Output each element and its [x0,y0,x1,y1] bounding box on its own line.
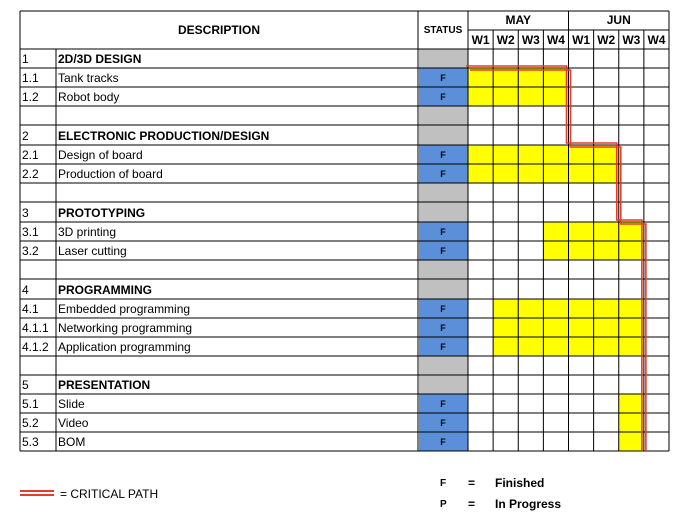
task-name: Embedded programming [58,302,191,316]
gantt-bar-cell [543,299,568,318]
gantt-bar-cell [543,87,568,106]
status-value: F [440,304,446,314]
status-value: F [440,73,446,83]
section-title: PROTOTYPING [58,206,146,220]
gantt-bar-cell [619,337,644,356]
status-header: STATUS [423,25,463,36]
week-header: W1 [471,33,490,47]
row-number: 3.2 [22,244,39,258]
month-header: MAY [505,13,532,27]
gantt-bar-cell [619,432,644,451]
status-cell-empty [419,260,468,279]
section-title: PROGRAMMING [58,283,152,297]
task-name: Laser cutting [58,244,127,258]
gantt-bar-cell [493,337,518,356]
gantt-bar-cell [543,145,568,164]
status-value: F [440,399,446,409]
week-header: W2 [597,33,616,47]
status-value: F [440,418,446,428]
status-value: F [440,92,446,102]
gantt-bar-cell [569,145,594,164]
gantt-bar-cell [518,337,543,356]
status-value: F [440,437,446,447]
gantt-bar-cell [594,318,619,337]
status-key-code: P [440,499,447,510]
gantt-bar-cell [619,241,644,260]
row-number: 5.2 [22,416,39,430]
week-header: W4 [647,33,666,47]
status-cell-empty [419,356,468,375]
gantt-bar-cell [518,145,543,164]
gantt-bar-cell [594,337,619,356]
gantt-bar-cell [543,164,568,183]
row-number: 1 [22,52,29,66]
gantt-bar-cell [619,222,644,241]
status-cell-empty [419,106,468,125]
task-name: Robot body [58,90,120,104]
status-key-code: F [440,478,447,489]
week-header: W2 [496,33,515,47]
gantt-bar-cell [543,222,568,241]
gantt-bar-cell [543,68,568,87]
gantt-bar-cell [594,222,619,241]
gantt-bar-cell [594,145,619,164]
row-number: 1.2 [22,90,39,104]
status-key-meaning: In Progress [495,497,562,511]
status-key-equals: = [468,497,476,511]
row-number: 2.1 [22,148,39,162]
gantt-bar-cell [518,87,543,106]
task-name: 3D printing [58,225,117,239]
gantt-bar-cell [569,164,594,183]
task-name: Application programming [58,340,191,354]
gantt-bar-cell [619,318,644,337]
row-number: 5 [22,378,29,392]
gantt-bar-cell [493,68,518,87]
gantt-bar-cell [468,145,493,164]
gantt-bar-cell [493,164,518,183]
row-number: 5.1 [22,397,39,411]
status-cell-empty [419,183,468,202]
row-number: 4.1.1 [22,321,49,335]
section-title: ELECTRONIC PRODUCTION/DESIGN [58,129,270,143]
row-number: 2.2 [22,167,39,181]
task-name: Production of board [58,167,163,181]
gantt-bar-cell [468,164,493,183]
gantt-bar-cell [594,241,619,260]
status-value: F [440,323,446,333]
month-header: JUN [606,13,631,27]
gantt-bar-cell [594,164,619,183]
status-value: F [440,342,446,352]
status-value: F [440,169,446,179]
task-name: Networking programming [58,321,193,335]
gantt-bar-cell [468,68,493,87]
gantt-bar-cell [569,222,594,241]
critical-path-legend-label: = CRITICAL PATH [60,487,159,501]
week-header: W1 [572,33,591,47]
status-key-equals: = [468,476,476,490]
task-name: Slide [58,397,85,411]
gantt-bar-cell [468,87,493,106]
task-name: Video [58,416,89,430]
gantt-bar-cell [569,299,594,318]
gantt-bar-cell [518,164,543,183]
description-header: DESCRIPTION [177,23,261,37]
gantt-bar-cell [493,318,518,337]
status-cell-empty [419,375,468,394]
gantt-bar-cell [493,299,518,318]
status-cell-empty [419,125,468,145]
week-header: W3 [622,33,641,47]
task-name: BOM [58,435,86,449]
status-key-meaning: Finished [495,476,545,490]
gantt-bar-cell [569,241,594,260]
gantt-bar-cell [543,318,568,337]
gantt-bar-cell [569,318,594,337]
gantt-bar-cell [594,299,619,318]
status-value: F [440,246,446,256]
task-name: Design of board [58,148,143,162]
gantt-bar-cell [619,394,644,413]
gantt-bar-cell [543,241,568,260]
section-title: 2D/3D DESIGN [58,52,142,66]
row-number: 5.3 [22,435,39,449]
gantt-bar-cell [569,337,594,356]
row-number: 4 [22,283,29,297]
row-number: 3 [22,206,29,220]
row-number: 2 [22,129,29,143]
gantt-bar-cell [619,299,644,318]
week-header: W3 [521,33,540,47]
status-cell-empty [419,49,468,68]
gantt-bar-cell [619,413,644,432]
gantt-bar-cell [543,337,568,356]
row-number: 3.1 [22,225,39,239]
status-cell-empty [419,279,468,299]
gantt-bar-cell [493,145,518,164]
gantt-bar-cell [493,87,518,106]
row-number: 4.1.2 [22,340,49,354]
section-title: PRESENTATION [58,378,151,392]
row-number: 1.1 [22,71,39,85]
gantt-bar-cell [518,68,543,87]
status-value: F [440,150,446,160]
gantt-bar-cell [518,318,543,337]
week-header: W4 [546,33,565,47]
row-number: 4.1 [22,302,39,316]
gantt-bar-cell [518,299,543,318]
task-name: Tank tracks [58,71,119,85]
status-cell-empty [419,202,468,222]
status-value: F [440,227,446,237]
